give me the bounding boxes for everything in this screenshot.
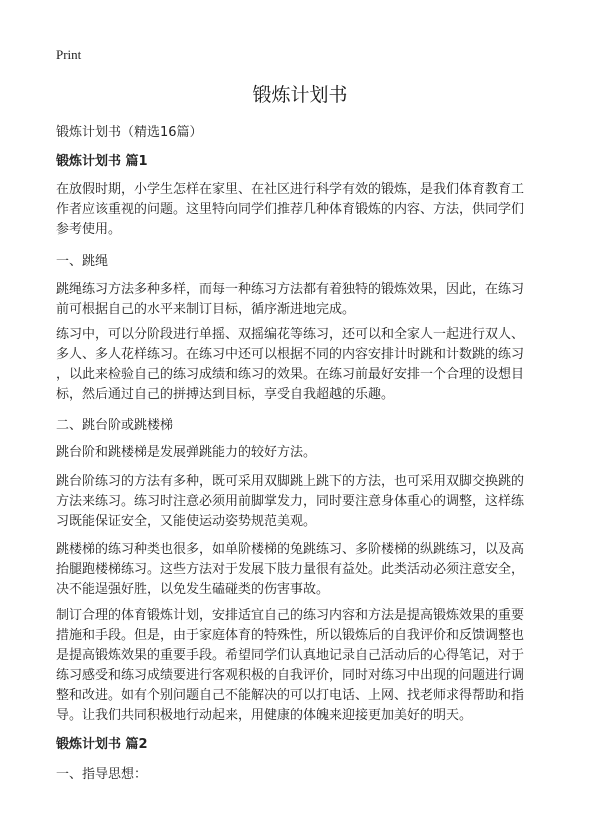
section-heading-2: 锻炼计划书 篇2 xyxy=(56,737,148,752)
print-link[interactable]: Print xyxy=(56,47,82,62)
section-heading-1: 锻炼计划书 篇1 xyxy=(56,154,148,169)
paragraph-rope-1: 跳绳练习方法多种多样，而每一种练习方法都有着独特的锻炼效果，因此，在练习 前可根据自己的水平来制订目标，循序渐进地完成。 xyxy=(56,282,525,317)
paragraph-stairs-3: 跳楼梯的练习种类也很多，如单阶楼梯的兔跳练习、多阶楼梯的纵跳练习，以及高 抬腿跑楼梯练习。这些方法对于发展下肢力量很有益处。此类活动必须注意安全， 决不能逞强好胜，以免发生磕碰类的伤害事故。 xyxy=(56,542,525,597)
paragraph-stairs-2: 跳台阶练习的方法有多种，既可采用双脚跳上跳下的方法，也可采用双脚交换跳的 方法来练习。练习时注意必须用前脚掌发力，同时要注意身体重心的调整，这样练 习既能保证安全，又能使运动姿势规范美观。 xyxy=(56,474,525,529)
document-title: 锻炼计划书 xyxy=(252,84,348,106)
paragraph-rope-2: 练习中，可以分阶段进行单摇、双摇编花等练习，还可以和全家人一起进行双人、 多人、多人花样练习。在练习中还可以根据不同的内容安排计时跳和计数跳的练习 ，以此来检验自己的练习成绩和练习的效果。在练习前最好安排一个合理的设想目 标，然后通过自己的拼搏达到目标，享受自我超越的乐趣。 xyxy=(56,327,525,402)
paragraph-plan: 制订合理的体育锻炼计划，安排适宜自己的练习内容和方法是提高锻炼效果的重要 措施和手段。但是，由于家庭体育的特殊性，所以锻炼后的自我评价和反馈调整也 是提高锻炼效果的重要手段。希望同学们认真地记录自己活动后的心得笔记，对于 练习感受和练习成绩要进行客观积极的自我评价，同时对练习中出现的问题进行调 整和改进。如有个别问题自己不能解决的可以打电话、上网、找老师求得帮助和指 导。让我们共同积极地行动起来，用健康的体魄来迎接更加美好的明天。 xyxy=(56,608,525,723)
subheading-jump-rope: 一、跳绳 xyxy=(56,254,109,269)
subheading-guiding: 一、指导思想： xyxy=(56,767,148,782)
paragraph-stairs-1: 跳台阶和跳楼梯是发展弹跳能力的较好方法。 xyxy=(56,445,317,460)
subheading-stairs: 二、跳台阶或跳楼梯 xyxy=(56,418,174,433)
paragraph-intro: 在放假时期，小学生怎样在家里、在社区进行科学有效的锻炼，是我们体育教育工 作者应该重视的问题。这里特向同学们推荐几种体育锻炼的内容、方法，供同学们 参考使用。 xyxy=(56,182,525,237)
document-subtitle: 锻炼计划书（精选16篇） xyxy=(56,125,203,140)
